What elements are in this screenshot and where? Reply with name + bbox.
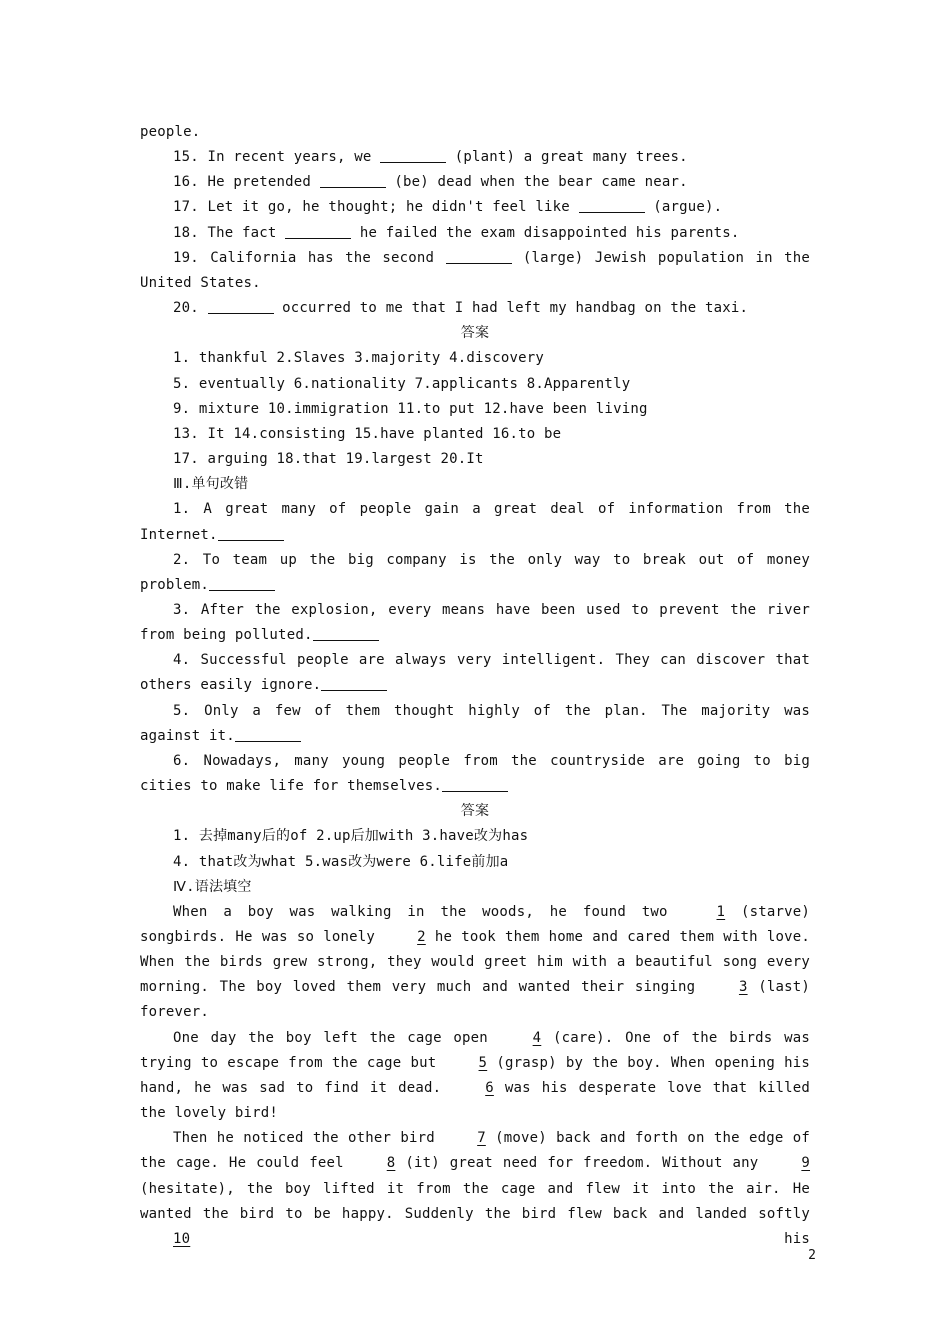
error-item: 5. Only a few of them thought highly of the plan. The majority was against it. — [140, 702, 810, 744]
error-item: 1. A great many of people gain a great deal of information from the Internet. — [140, 501, 810, 543]
section-title: Ⅲ.单句改错 — [173, 476, 249, 493]
answer-line: 4. that改为what 5.was改为were 6.life前加a — [173, 853, 509, 870]
answer-blank — [380, 148, 446, 163]
fill-item-19: 19. California has the second (large) Jewish population in the United States. — [140, 249, 810, 291]
numbered-blank: 1 — [716, 903, 726, 920]
numbered-blank: 5 — [478, 1054, 488, 1071]
fill-item-20: 20. occurred to me that I had left my handbag on the taxi. — [173, 300, 749, 317]
section-title: Ⅳ.语法填空 — [173, 878, 252, 895]
fill-item-15: 15. In recent years, we (plant) a great many trees. — [173, 149, 688, 166]
error-item: 2. To team up the big company is the only way to break out of money problem. — [140, 551, 810, 593]
error-item: 3. After the explosion, every means have been used to prevent the river from being polluted. — [140, 601, 810, 644]
answer-line: 17. arguing 18.that 19.largest 20.It — [173, 451, 484, 468]
fill-item-16: 16. He pretended (be) dead when the bear came near. — [173, 174, 688, 191]
numbered-blank: 6 — [485, 1079, 494, 1096]
numbered-blank: 3 — [738, 979, 748, 996]
continued-line: people. — [140, 124, 201, 140]
answer-blank — [208, 299, 274, 314]
passage-paragraph: One day the boy left the cage open 4 (care). One of the birds was trying to escape from the cage but 5 (grasp) by the boy. When opening his hand, he was sad to find it dead. 6 was his desperate love that killed the lovely bird! — [140, 1026, 810, 1127]
correction-blank — [209, 576, 275, 591]
numbered-blank: 2 — [417, 929, 426, 945]
correction-blank — [321, 676, 387, 691]
numbered-blank: 10 — [173, 1230, 191, 1247]
correction-blank — [442, 777, 508, 792]
answer-line: 1. thankful 2.Slaves 3.majority 4.discovery — [173, 350, 545, 367]
answer-line: 9. mixture 10.immigration 11.to put 12.have been living — [173, 400, 648, 417]
numbered-blank: 9 — [801, 1155, 811, 1172]
correction-blank — [235, 727, 301, 742]
answer-heading: 答案 — [460, 325, 490, 342]
answer-blank — [285, 224, 351, 239]
numbered-blank: 4 — [532, 1029, 542, 1046]
fill-item-18: 18. The fact he failed the exam disappointed his parents. — [173, 224, 740, 241]
answer-blank — [446, 249, 512, 264]
numbered-blank: 7 — [477, 1130, 486, 1147]
answer-line: 1. 去掉many后的of 2.up后加with 3.have改为has — [173, 828, 529, 845]
answer-blank — [579, 198, 645, 213]
answer-line: 13. It 14.consisting 15.have planted 16.to be — [173, 425, 562, 442]
answer-line: 5. eventually 6.nationality 7.applicants 8.Apparently — [173, 375, 631, 392]
numbered-blank: 8 — [386, 1155, 396, 1172]
fill-item-17: 17. Let it go, he thought; he didn't feel like (argue). — [173, 199, 723, 216]
passage-paragraph: Then he noticed the other bird 7 (move) back and forth on the edge of the cage. He could feel 8 (it) great need for freedom. Without any 9 (hesitate), the boy lifted it from the cage and flew it into the air. He wanted the bird to be happy. Suddenly the bird flew back and landed softly 10 his — [140, 1126, 810, 1252]
passage-paragraph: When a boy was walking in the woods, he found two 1 (starve) songbirds. He was so lonely 2 he took them home and cared them with love. When the birds grew strong, they would greet him with a beautiful song every morning. The boy loved them very much and wanted their singing 3 (last) forever. — [140, 900, 810, 1026]
correction-blank — [218, 526, 284, 541]
answer-blank — [320, 173, 386, 188]
error-item: 6. Nowadays, many young people from the countryside are going to big cities to make life for themselves. — [140, 752, 810, 795]
correction-blank — [313, 626, 379, 641]
page-content — [140, 120, 810, 1252]
error-item: 4. Successful people are always very intelligent. They can discover that others easily ignore. — [140, 652, 810, 694]
page-number: 2 — [808, 1248, 816, 1263]
answer-heading: 答案 — [460, 803, 490, 820]
